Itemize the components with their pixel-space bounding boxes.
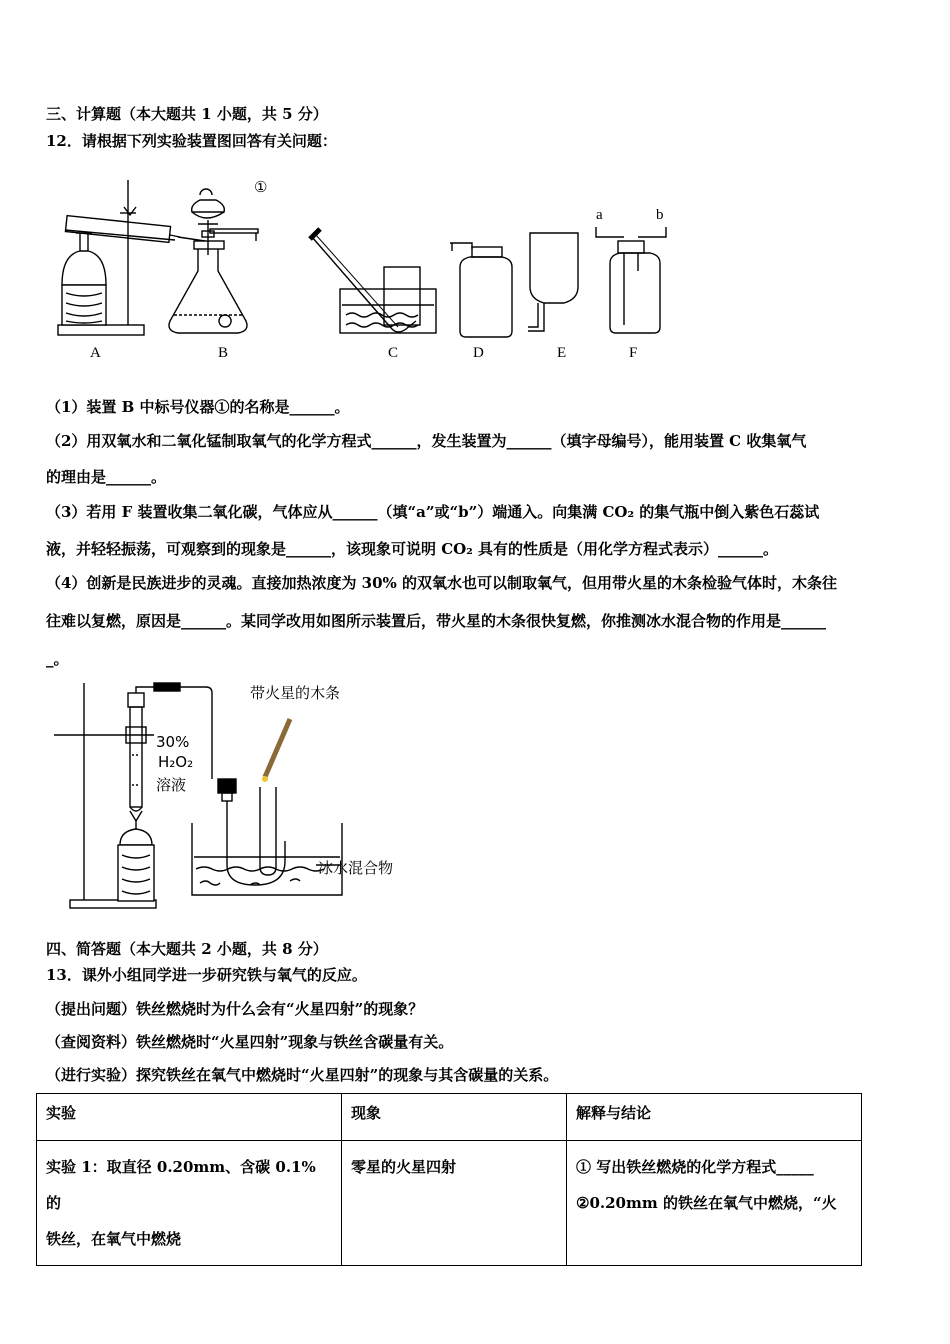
label-E: E [557,345,567,361]
question-12-part1: （1）装置 B 中标号仪器①的名称是______。 [46,398,350,416]
question-12-part3-line2: 液，并轻轻振荡，可观察到的现象是______，该现象可说明 CO₂ 具有的性质是（用化学方程式表示）______。 [46,540,779,558]
experiment-table [36,1093,862,1266]
label-B: B [218,345,229,361]
question-12-part4-line1: （4）创新是民族进步的灵魂。直接加热浓度为 30% 的双氧水也可以制取氧气，但用带火星的木条检验气体时，木条往 [46,574,838,592]
apparatus-figure [40,155,680,365]
conclusion-line2: ②0.20mm 的铁丝在氧气中燃烧，“火 [576,1194,837,1212]
solution-label: 溶液 [156,776,187,794]
header-phenomenon: 现象 [342,1094,567,1141]
ask-question: （提出问题）铁丝燃烧时为什么会有“火星四射”的现象？ [46,1000,424,1018]
label-mark1: ① [254,180,268,196]
cell-phenomenon [342,1141,567,1266]
label-D: D [473,345,484,361]
question-12-part4-line2: 往难以复燃，原因是______。某同学改用如图所示装置后，带火星的木条很快复燃，你推测冰水混合物的作用是______ [46,612,827,630]
question-12-part2-line2: 的理由是______。 [46,468,167,486]
heating-apparatus-figure [50,675,420,920]
question-12: 12．请根据下列实验装置图回答有关问题： [46,132,337,150]
experiment-intro: （进行实验）探究铁丝在氧气中燃烧时“火星四射”的现象与其含碳量的关系。 [46,1066,559,1084]
exp-line2: 铁丝，在氧气中燃烧 [46,1230,182,1248]
label-A: A [90,345,101,361]
header-conclusion: 解释与结论 [567,1094,862,1141]
question-12-part4-line3: _。 [46,650,69,668]
question-13: 13．课外小组同学进一步研究铁与氧气的反应。 [46,966,367,984]
table-row [37,1141,862,1266]
percent-label: 30% [156,733,190,751]
splint-label: 带火星的木条 [250,684,341,702]
label-b: b [656,207,664,223]
phenomenon-text: 零星的火星四射 [351,1158,457,1176]
section4-heading: 四、简答题（本大题共 2 小题，共 8 分） [46,940,328,958]
label-F: F [629,345,638,361]
question-12-part3-line1: （3）若用 F 装置收集二氧化碳，气体应从______（填“a”或“b”）端通入。向集满 CO₂ 的集气瓶中倒入紫色石蕊试 [46,503,820,521]
question-12-part2-line1: （2）用双氧水和二氧化锰制取氧气的化学方程式______，发生装置为______（填字母编号），能用装置 C 收集氧气 [46,432,807,450]
conclusion-line1: ① 写出铁丝燃烧的化学方程式_____ [576,1158,814,1176]
header-experiment: 实验 [37,1094,342,1141]
lookup-info: （查阅资料）铁丝燃烧时“火星四射”现象与铁丝含碳量有关。 [46,1033,454,1051]
section3-heading: 三、计算题（本大题共 1 小题，共 5 分） [46,105,328,123]
exp-line1: 实验 1：取直径 0.20mm、含碳 0.1% 的 [46,1158,316,1212]
cell-conclusion [567,1141,862,1266]
h2o2-label: H₂O₂ [158,753,194,771]
label-a: a [596,207,603,223]
cell-experiment [37,1141,342,1266]
label-C: C [388,345,399,361]
table-header-row [37,1094,862,1141]
icewater-label: 冰水混合物 [318,859,394,877]
